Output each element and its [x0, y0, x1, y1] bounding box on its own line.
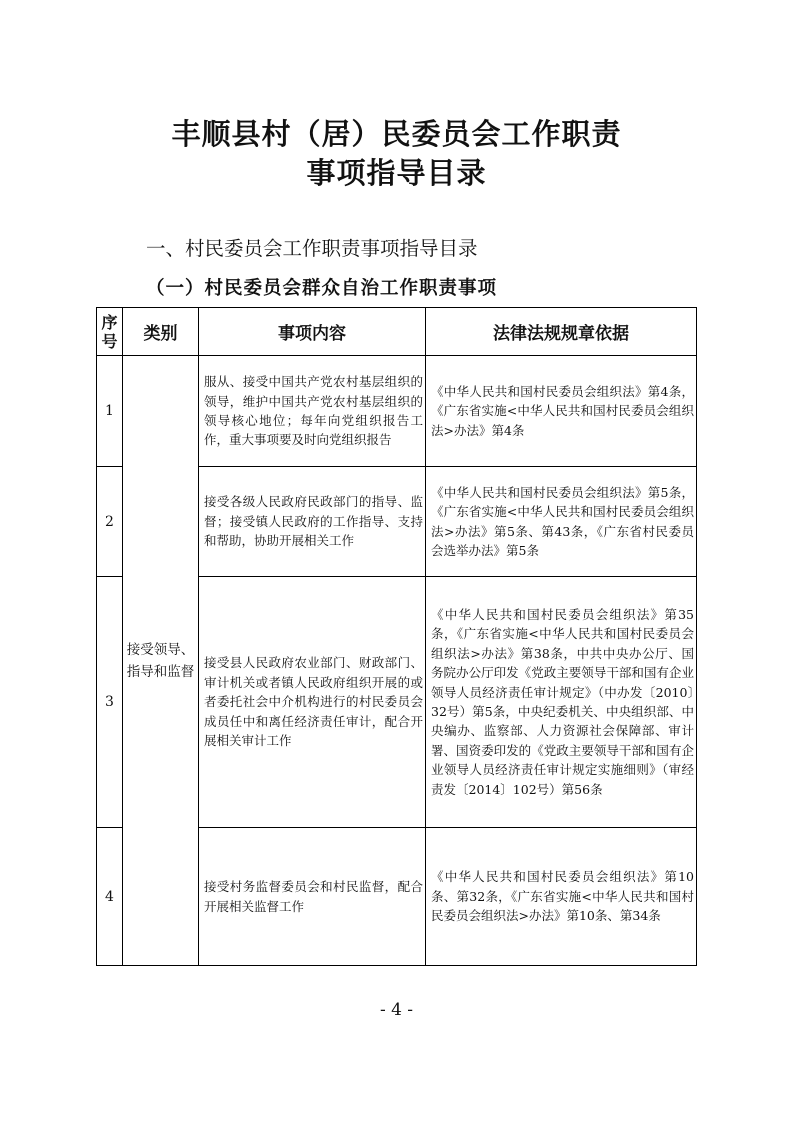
- row-content: 接受村务监督委员会和村民监督，配合开展相关监督工作: [199, 828, 426, 966]
- table-header-row: [97, 308, 697, 356]
- subsection-heading: （一）村民委员会群众自治工作职责事项: [146, 278, 498, 299]
- row-legal-basis: 《中华人民共和国村民委员会组织法》第4条，《广东省实施<中华人民共和国村民委员会组织法>办法》第4条: [426, 356, 697, 467]
- header-category: 类别: [123, 308, 199, 356]
- document-title-line2: 事项指导目录: [306, 156, 487, 190]
- duties-table: [96, 307, 697, 966]
- row-number: 1: [97, 356, 123, 467]
- row-content: 接受县人民政府农业部门、财政部门、审计机关或者镇人民政府组织开展的或者委托社会中介机构进行的村民委员会成员任中和离任经济责任审计，配合开展相关审计工作: [199, 577, 426, 828]
- header-seq: 序号: [97, 308, 123, 356]
- row-number: 3: [97, 577, 123, 828]
- category-cell: 接受领导、指导和监督: [123, 356, 199, 966]
- table-row: [97, 356, 697, 467]
- row-legal-basis: 《中华人民共和国村民委员会组织法》第35条，《广东省实施<中华人民共和国村民委员会组织法>办法》第38条，中共中央办公厅、国务院办公厅印发《党政主要领导干部和国有企业领导人员经济责任审计规定》（中办发〔2010〕32号）第5条，中央纪委机关、中央组织部、中央编办、监察部、人力资源社会保障部、审计署、国资委印发的《党政主要领导干部和国有企业领导人员经济责任审计规定实施细则》（审经责发〔2014〕102号）第56条: [426, 577, 697, 828]
- row-legal-basis: 《中华人民共和国村民委员会组织法》第5条，《广东省实施<中华人民共和国村民委员会组织法>办法》第5条、第43条，《广东省村民委员会选举办法》第5条: [426, 467, 697, 577]
- page-number: - 4 -: [379, 1000, 414, 1020]
- row-content: 服从、接受中国共产党农村基层组织的领导，维护中国共产党农村基层组织的领导核心地位；每年向党组织报告工作，重大事项要及时向党组织报告: [199, 356, 426, 467]
- document-title-line1: 丰顺县村（居）民委员会工作职责: [171, 117, 622, 151]
- section-heading: 一、村民委员会工作职责事项指导目录: [146, 237, 478, 260]
- header-content: 事项内容: [199, 308, 426, 356]
- row-number: 2: [97, 467, 123, 577]
- header-legal-basis: 法律法规规章依据: [426, 308, 697, 356]
- row-legal-basis: 《中华人民共和国村民委员会组织法》第10条、第32条，《广东省实施<中华人民共和国村民委员会组织法>办法》第10条、第34条: [426, 828, 697, 966]
- row-number: 4: [97, 828, 123, 966]
- row-content: 接受各级人民政府民政部门的指导、监督；接受镇人民政府的工作指导、支持和帮助，协助开展相关工作: [199, 467, 426, 577]
